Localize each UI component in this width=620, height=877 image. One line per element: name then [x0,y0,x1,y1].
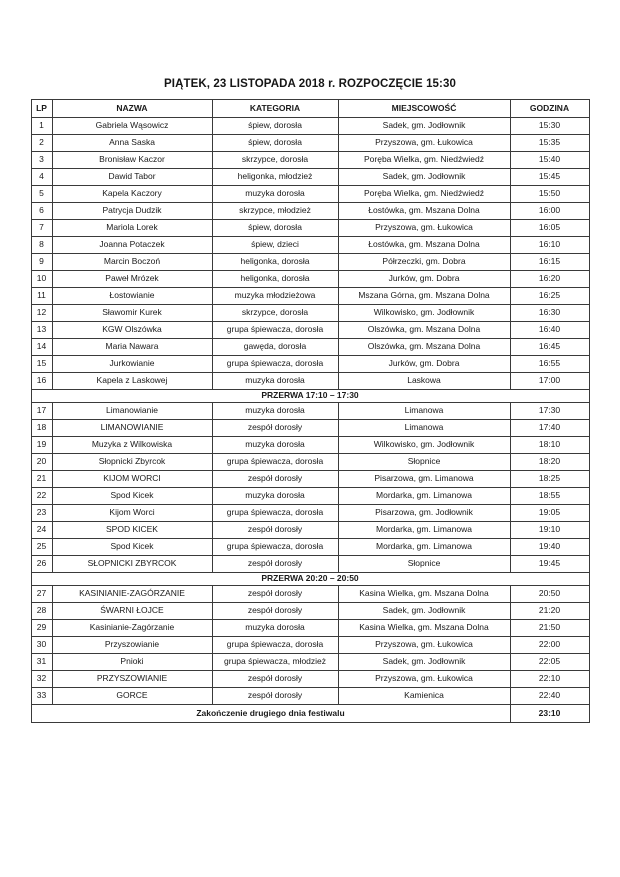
category-cell: skrzypce, dorosła [212,152,338,169]
time-cell: 15:30 [510,118,589,135]
category-cell: zespół dorosły [212,671,338,688]
time-cell: 18:20 [510,454,589,471]
lp-cell: 2 [31,135,52,152]
category-cell: muzyka dorosła [212,403,338,420]
place-cell: Przyszowa, gm. Łukowica [338,220,510,237]
schedule-row [31,437,589,454]
time-cell: 16:40 [510,322,589,339]
time-cell: 19:40 [510,539,589,556]
lp-cell: 17 [31,403,52,420]
schedule-row [31,271,589,288]
category-cell: heligonka, dorosła [212,271,338,288]
time-cell: 15:40 [510,152,589,169]
lp-cell: 11 [31,288,52,305]
place-cell: Sadek, gm. Jodłownik [338,603,510,620]
schedule-row [31,403,589,420]
closing-time: 23:10 [510,705,589,723]
place-cell: Wilkowisko, gm. Jodłownik [338,305,510,322]
name-cell: Limanowianie [52,403,212,420]
time-cell: 16:20 [510,271,589,288]
category-cell: heligonka, dorosła [212,254,338,271]
name-cell: ŚWARNI ŁOJCE [52,603,212,620]
schedule-row [31,620,589,637]
schedule-row [31,420,589,437]
time-cell: 19:10 [510,522,589,539]
name-cell: Pnioki [52,654,212,671]
place-cell: Pisarzowa, gm. Limanowa [338,471,510,488]
break-row [31,573,589,586]
name-cell: Kapela z Laskowej [52,373,212,390]
place-cell: Kasina Wielka, gm. Mszana Dolna [338,620,510,637]
schedule-row [31,556,589,573]
category-cell: grupa śpiewacza, dorosła [212,505,338,522]
time-cell: 16:45 [510,339,589,356]
category-cell: skrzypce, dorosła [212,305,338,322]
schedule-row [31,135,589,152]
time-cell: 21:50 [510,620,589,637]
category-cell: gawęda, dorosła [212,339,338,356]
place-cell: Słopnice [338,454,510,471]
name-cell: Mariola Lorek [52,220,212,237]
lp-cell: 31 [31,654,52,671]
name-cell: Przyszowianie [52,637,212,654]
lp-cell: 20 [31,454,52,471]
lp-cell: 23 [31,505,52,522]
name-cell: Sławomir Kurek [52,305,212,322]
closing-row [31,705,589,723]
lp-cell: 15 [31,356,52,373]
time-cell: 18:25 [510,471,589,488]
category-cell: grupa śpiewacza, dorosła [212,322,338,339]
time-cell: 19:45 [510,556,589,573]
place-cell: Pisarzowa, gm. Jodłownik [338,505,510,522]
place-cell: Laskowa [338,373,510,390]
name-cell: Spod Kicek [52,539,212,556]
closing-label: Zakończenie drugiego dnia festiwalu [31,705,510,723]
schedule-row [31,488,589,505]
lp-cell: 29 [31,620,52,637]
category-cell: muzyka młodzieżowa [212,288,338,305]
name-cell: Spod Kicek [52,488,212,505]
category-cell: grupa śpiewacza, dorosła [212,454,338,471]
lp-cell: 33 [31,688,52,705]
name-cell: SŁOPNICKI ZBYRCOK [52,556,212,573]
time-cell: 22:05 [510,654,589,671]
place-cell: Poręba Wielka, gm. Niedźwiedź [338,186,510,203]
lp-cell: 8 [31,237,52,254]
festival-schedule-table [31,99,590,723]
name-cell: KGW Olszówka [52,322,212,339]
name-cell: Łostowianie [52,288,212,305]
schedule-row [31,471,589,488]
lp-cell: 25 [31,539,52,556]
schedule-row [31,169,589,186]
header-godzina: GODZINA [510,100,589,118]
time-cell: 18:10 [510,437,589,454]
place-cell: Limanowa [338,420,510,437]
name-cell: Jurkowianie [52,356,212,373]
break-label: PRZERWA 20:20 – 20:50 [31,573,589,586]
category-cell: zespół dorosły [212,688,338,705]
lp-cell: 19 [31,437,52,454]
schedule-row [31,288,589,305]
schedule-header [31,100,589,118]
time-cell: 16:15 [510,254,589,271]
place-cell: Łostówka, gm. Mszana Dolna [338,237,510,254]
time-cell: 20:50 [510,586,589,603]
lp-cell: 6 [31,203,52,220]
category-cell: muzyka dorosła [212,186,338,203]
category-cell: zespół dorosły [212,522,338,539]
name-cell: Dawid Tabor [52,169,212,186]
time-cell: 21:20 [510,603,589,620]
place-cell: Przyszowa, gm. Łukowica [338,135,510,152]
category-cell: heligonka, młodzież [212,169,338,186]
name-cell: KASINIANIE-ZAGÓRZANIE [52,586,212,603]
schedule-row [31,539,589,556]
category-cell: zespół dorosły [212,471,338,488]
category-cell: muzyka dorosła [212,437,338,454]
lp-cell: 32 [31,671,52,688]
name-cell: Anna Saska [52,135,212,152]
place-cell: Sadek, gm. Jodłownik [338,654,510,671]
schedule-row [31,254,589,271]
category-cell: śpiew, dzieci [212,237,338,254]
schedule-row [31,118,589,135]
lp-cell: 26 [31,556,52,573]
schedule-row [31,603,589,620]
time-cell: 15:45 [510,169,589,186]
place-cell: Limanowa [338,403,510,420]
header-lp: LP [31,100,52,118]
time-cell: 19:05 [510,505,589,522]
lp-cell: 5 [31,186,52,203]
name-cell: KIJOM WORCI [52,471,212,488]
name-cell: Muzyka z Wilkowiska [52,437,212,454]
name-cell: SPOD KICEK [52,522,212,539]
schedule-row [31,339,589,356]
schedule-row [31,522,589,539]
place-cell: Olszówka, gm. Mszana Dolna [338,322,510,339]
schedule-row [31,688,589,705]
schedule-row [31,654,589,671]
name-cell: Słopnicki Zbyrcok [52,454,212,471]
place-cell: Mordarka, gm. Limanowa [338,539,510,556]
place-cell: Sadek, gm. Jodłownik [338,118,510,135]
place-cell: Jurków, gm. Dobra [338,271,510,288]
time-cell: 17:00 [510,373,589,390]
category-cell: śpiew, dorosła [212,220,338,237]
header-nazwa: NAZWA [52,100,212,118]
place-cell: Półrzeczki, gm. Dobra [338,254,510,271]
category-cell: grupa śpiewacza, dorosła [212,356,338,373]
time-cell: 16:05 [510,220,589,237]
name-cell: LIMANOWIANIE [52,420,212,437]
time-cell: 16:25 [510,288,589,305]
time-cell: 15:50 [510,186,589,203]
name-cell: Bronisław Kaczor [52,152,212,169]
schedule-row [31,505,589,522]
time-cell: 16:10 [510,237,589,254]
place-cell: Mordarka, gm. Limanowa [338,488,510,505]
name-cell: Paweł Mrózek [52,271,212,288]
page-title: PIĄTEK, 23 LISTOPADA 2018 r. ROZPOCZĘCIE 15:30 [164,78,456,90]
category-cell: muzyka dorosła [212,373,338,390]
schedule-row [31,373,589,390]
time-cell: 18:55 [510,488,589,505]
place-cell: Poręba Wielka, gm. Niedźwiedź [338,152,510,169]
time-cell: 22:00 [510,637,589,654]
lp-cell: 10 [31,271,52,288]
name-cell: PRZYSZOWIANIE [52,671,212,688]
time-cell: 17:30 [510,403,589,420]
category-cell: grupa śpiewacza, dorosła [212,637,338,654]
lp-cell: 18 [31,420,52,437]
category-cell: grupa śpiewacza, młodzież [212,654,338,671]
break-label: PRZERWA 17:10 – 17:30 [31,390,589,403]
time-cell: 16:30 [510,305,589,322]
lp-cell: 14 [31,339,52,356]
lp-cell: 16 [31,373,52,390]
name-cell: Maria Nawara [52,339,212,356]
schedule-row [31,454,589,471]
category-cell: muzyka dorosła [212,620,338,637]
place-cell: Sadek, gm. Jodłownik [338,169,510,186]
schedule-row [31,356,589,373]
header-row [31,100,589,118]
schedule-row [31,220,589,237]
time-cell: 22:40 [510,688,589,705]
name-cell: Patrycja Dudzik [52,203,212,220]
schedule-row [31,186,589,203]
lp-cell: 9 [31,254,52,271]
category-cell: grupa śpiewacza, dorosła [212,539,338,556]
lp-cell: 4 [31,169,52,186]
lp-cell: 24 [31,522,52,539]
place-cell: Słopnice [338,556,510,573]
schedule-row [31,203,589,220]
category-cell: zespół dorosły [212,586,338,603]
schedule-row [31,671,589,688]
category-cell: muzyka dorosła [212,488,338,505]
lp-cell: 27 [31,586,52,603]
lp-cell: 30 [31,637,52,654]
lp-cell: 21 [31,471,52,488]
category-cell: zespół dorosły [212,603,338,620]
lp-cell: 28 [31,603,52,620]
name-cell: Kasinianie-Zagórzanie [52,620,212,637]
time-cell: 17:40 [510,420,589,437]
schedule-row [31,237,589,254]
place-cell: Przyszowa, gm. Łukowica [338,671,510,688]
schedule-row [31,637,589,654]
name-cell: Kapela Kaczory [52,186,212,203]
place-cell: Łostówka, gm. Mszana Dolna [338,203,510,220]
schedule-row [31,305,589,322]
time-cell: 15:35 [510,135,589,152]
name-cell: Joanna Potaczek [52,237,212,254]
name-cell: Gabriela Wąsowicz [52,118,212,135]
time-cell: 16:55 [510,356,589,373]
lp-cell: 3 [31,152,52,169]
schedule-row [31,586,589,603]
place-cell: Mszana Górna, gm. Mszana Dolna [338,288,510,305]
name-cell: Kijom Worci [52,505,212,522]
lp-cell: 7 [31,220,52,237]
lp-cell: 1 [31,118,52,135]
name-cell: GORCE [52,688,212,705]
place-cell: Mordarka, gm. Limanowa [338,522,510,539]
category-cell: skrzypce, młodzież [212,203,338,220]
lp-cell: 12 [31,305,52,322]
time-cell: 16:00 [510,203,589,220]
place-cell: Jurków, gm. Dobra [338,356,510,373]
place-cell: Kasina Wielka, gm. Mszana Dolna [338,586,510,603]
lp-cell: 22 [31,488,52,505]
name-cell: Marcin Boczoń [52,254,212,271]
category-cell: zespół dorosły [212,556,338,573]
time-cell: 22:10 [510,671,589,688]
place-cell: Kamienica [338,688,510,705]
schedule-body [31,118,589,723]
category-cell: śpiew, dorosła [212,118,338,135]
schedule-row [31,152,589,169]
break-row [31,390,589,403]
place-cell: Wilkowisko, gm. Jodłownik [338,437,510,454]
place-cell: Przyszowa, gm. Łukowica [338,637,510,654]
place-cell: Olszówka, gm. Mszana Dolna [338,339,510,356]
schedule-row [31,322,589,339]
header-kategoria: KATEGORIA [212,100,338,118]
category-cell: zespół dorosły [212,420,338,437]
header-miejscowosc: MIEJSCOWOŚĆ [338,100,510,118]
lp-cell: 13 [31,322,52,339]
category-cell: śpiew, dorosła [212,135,338,152]
